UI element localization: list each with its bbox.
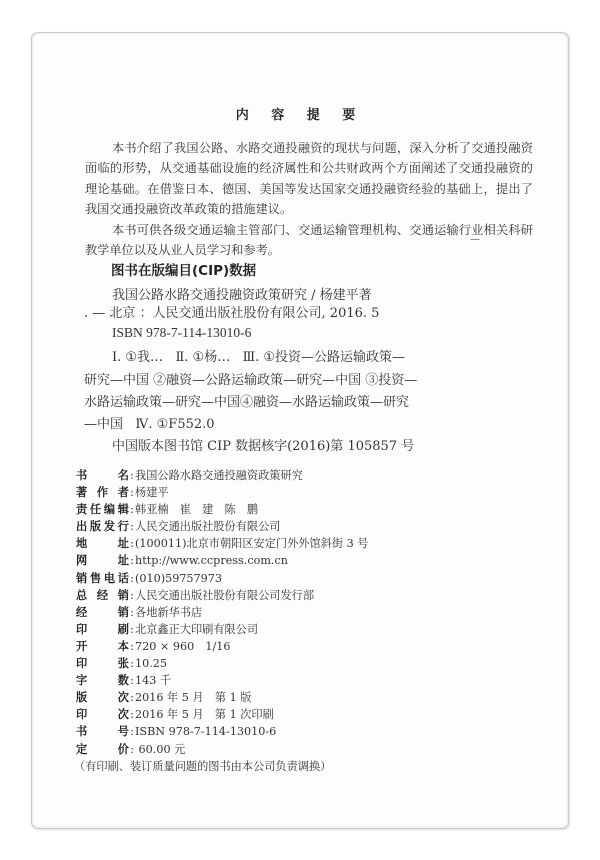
- colophon-value: 2016 年 5 月 第 1 次印刷: [135, 708, 274, 722]
- colophon-label-char: 售: [89, 571, 102, 585]
- colophon-value: 720 × 960 1/16: [135, 639, 231, 653]
- colophon-label-char: 本: [117, 639, 129, 653]
- colophon-label-char: 总: [76, 588, 88, 602]
- colophon-label-char: 经: [76, 605, 88, 619]
- summary-paragraph-1: 本书介绍了我国公路、水路交通投融资的现状与问题，深入分析了交通投融资面临的形势，从交通基础设施的经济属性和公共财政两个方面阐述了交通投融资的理论基础。在借鉴日本、德国、美国等发达国家交通投融资经验的基础上，提出了我国交通投融资改革政策的措施建议。: [85, 141, 533, 217]
- colophon-label: [76, 672, 129, 689]
- colophon-row: [76, 501, 368, 518]
- colophon-colon: :: [130, 503, 134, 517]
- colophon-label-char: 开: [76, 639, 88, 653]
- colophon-colon: :: [130, 605, 134, 619]
- colophon-label-char: 张: [117, 657, 129, 671]
- colophon-label: [76, 741, 129, 758]
- colophon-row: [76, 552, 368, 569]
- colophon-label: [76, 723, 129, 740]
- colophon-row: [76, 518, 368, 535]
- colophon-label: [76, 638, 129, 655]
- cip-number: 中国版本图书馆 CIP 数据核字(2016)第 105857 号: [112, 439, 415, 454]
- cip-isbn: ISBN 978-7-114-13010-6: [112, 325, 252, 340]
- colophon-label: [76, 604, 129, 621]
- colophon-value: 143 千: [135, 674, 172, 688]
- colophon-label: [76, 535, 129, 552]
- colophon-colon: :: [130, 520, 134, 534]
- colophon-label-char: 者: [117, 486, 129, 500]
- colophon-colon: :: [130, 725, 134, 739]
- colophon-label: [76, 621, 129, 638]
- colophon-label-char: 作: [96, 486, 109, 500]
- colophon-label: [76, 570, 129, 587]
- colophon-value: 10.25: [135, 657, 168, 671]
- colophon-label-char: 著: [76, 486, 88, 500]
- colophon-label-char: 数: [117, 674, 129, 688]
- colophon-row: [76, 484, 368, 501]
- stray-mark: —: [470, 234, 480, 245]
- summary-paragraph-2: 本书可供各级交通运输主管部门、交通运输管理机构、交通运输行业相关科研教学单位以及从业人员学习和参考。: [85, 223, 533, 258]
- colophon-value: 人民交通出版社股份有限公司: [135, 520, 281, 534]
- colophon-label: [76, 689, 129, 706]
- cip-heading: 图书在版编目(CIP)数据: [111, 263, 257, 279]
- colophon-label: [76, 706, 129, 723]
- colophon-row: [76, 638, 368, 655]
- colophon-colon: :: [130, 639, 134, 653]
- colophon-label-char: 销: [117, 605, 129, 619]
- colophon-colon: :: [130, 588, 134, 602]
- cip-classification-line-2: 研究—中国 ②融资—公路运输政策—研究—中国 ③投资—: [84, 373, 418, 388]
- colophon-row: [76, 570, 368, 587]
- colophon-colon: :: [130, 691, 134, 705]
- colophon-value: (100011)北京市朝阳区安定门外外馆斜街 3 号: [135, 537, 369, 551]
- colophon-value: 60.00 元: [135, 742, 186, 756]
- colophon-row: [76, 535, 368, 552]
- cip-classification-line-4: —中国 Ⅳ. ①F552.0: [84, 417, 215, 432]
- colophon-quality-note: （有印刷、装订质量问题的图书由本公司负责调换）: [74, 759, 332, 773]
- colophon-label-char: 编: [103, 503, 116, 517]
- colophon-row: [76, 655, 368, 672]
- colophon-row: [76, 604, 368, 621]
- colophon-label-char: 名: [117, 469, 129, 482]
- colophon-label: [76, 501, 129, 518]
- cip-classification-line-1: Ⅰ. ①我… Ⅱ. ①杨… Ⅲ. ①投资—公路运输政策—: [112, 350, 406, 365]
- colophon-label: [76, 655, 129, 672]
- colophon-colon: :: [130, 486, 134, 500]
- colophon-label: [76, 467, 129, 484]
- colophon-row: [76, 689, 368, 706]
- colophon-value: 各地新华书店: [135, 605, 203, 619]
- colophon-label-char: 价: [117, 742, 129, 756]
- colophon-row: [76, 741, 368, 758]
- colophon-label-char: 责: [76, 503, 88, 517]
- colophon-label-char: 发: [103, 520, 116, 534]
- colophon-value: 韩亚楠 崔 建 陈 鹏: [135, 503, 259, 517]
- colophon-colon: :: [130, 674, 134, 688]
- colophon-value: 我国公路水路交通投融资政策研究: [135, 469, 303, 482]
- colophon-label: [76, 587, 129, 604]
- colophon-value: 北京鑫正大印刷有限公司: [135, 622, 259, 636]
- colophon: [76, 467, 368, 775]
- colophon-value: (010)59757973: [135, 571, 223, 585]
- colophon-label-char: 印: [76, 622, 88, 636]
- colophon-label-char: 址: [117, 537, 129, 551]
- colophon-label-char: 书: [76, 725, 88, 739]
- colophon-row: [76, 621, 368, 638]
- cip-classification-line-3: 水路运输政策—研究—中国④融资—水路运输政策—研究: [84, 395, 410, 410]
- colophon-label-char: 网: [76, 554, 88, 568]
- colophon-row: [76, 587, 368, 604]
- colophon-label-char: 版: [76, 691, 88, 705]
- colophon-label-char: 定: [76, 742, 88, 756]
- colophon-label: [76, 518, 129, 535]
- colophon-label-char: 出: [76, 520, 88, 534]
- colophon-value: ISBN 978-7-114-13010-6: [135, 725, 277, 739]
- colophon-value: 2016 年 5 月 第 1 版: [135, 691, 252, 705]
- colophon-label-char: 经: [96, 588, 109, 602]
- colophon-label-char: 地: [76, 537, 88, 551]
- colophon-label-char: 书: [76, 469, 88, 482]
- colophon-colon: :: [130, 537, 134, 551]
- colophon-row: [76, 723, 368, 740]
- colophon-colon: :: [130, 657, 134, 671]
- colophon-label: [76, 484, 129, 501]
- colophon-value: 杨建平: [135, 486, 169, 500]
- colophon-label-char: 次: [117, 708, 129, 722]
- colophon-label-char: 印: [76, 657, 88, 671]
- colophon-label-char: 版: [89, 520, 102, 534]
- colophon-label-char: 任: [89, 503, 102, 517]
- colophon-colon: :: [130, 742, 134, 756]
- colophon-colon: :: [130, 469, 134, 482]
- colophon-label-char: 电: [103, 571, 116, 585]
- colophon-row: [76, 672, 368, 689]
- colophon-value: 人民交通出版社股份有限公司发行部: [135, 588, 315, 602]
- colophon-colon: :: [130, 622, 134, 636]
- colophon-colon: :: [130, 571, 134, 585]
- colophon-row: [76, 467, 368, 484]
- colophon-label-char: 号: [117, 725, 129, 739]
- colophon-label: [76, 552, 129, 569]
- colophon-label-char: 址: [117, 554, 129, 568]
- page-title: 内 容 提 要: [235, 108, 365, 123]
- colophon-label-char: 话: [117, 571, 129, 585]
- colophon-label-char: 刷: [117, 622, 129, 636]
- colophon-colon: :: [130, 708, 134, 722]
- colophon-label-char: 次: [117, 691, 129, 705]
- cip-publisher-line: . — 北京 ：人民交通出版社股份有限公司, 2016. 5: [84, 306, 380, 321]
- colophon-label-char: 销: [117, 588, 129, 602]
- colophon-label-char: 字: [76, 674, 88, 688]
- colophon-label-char: 辑: [117, 503, 129, 517]
- colophon-value: http://www.ccpress.com.cn: [135, 554, 288, 568]
- colophon-row: [76, 706, 368, 723]
- colophon-label-char: 行: [117, 520, 129, 534]
- colophon-label-char: 销: [76, 571, 88, 585]
- cip-title-author: 我国公路水路交通投融资政策研究 / 杨建平著: [112, 288, 372, 303]
- colophon-label-char: 印: [76, 708, 88, 722]
- colophon-colon: :: [130, 554, 134, 568]
